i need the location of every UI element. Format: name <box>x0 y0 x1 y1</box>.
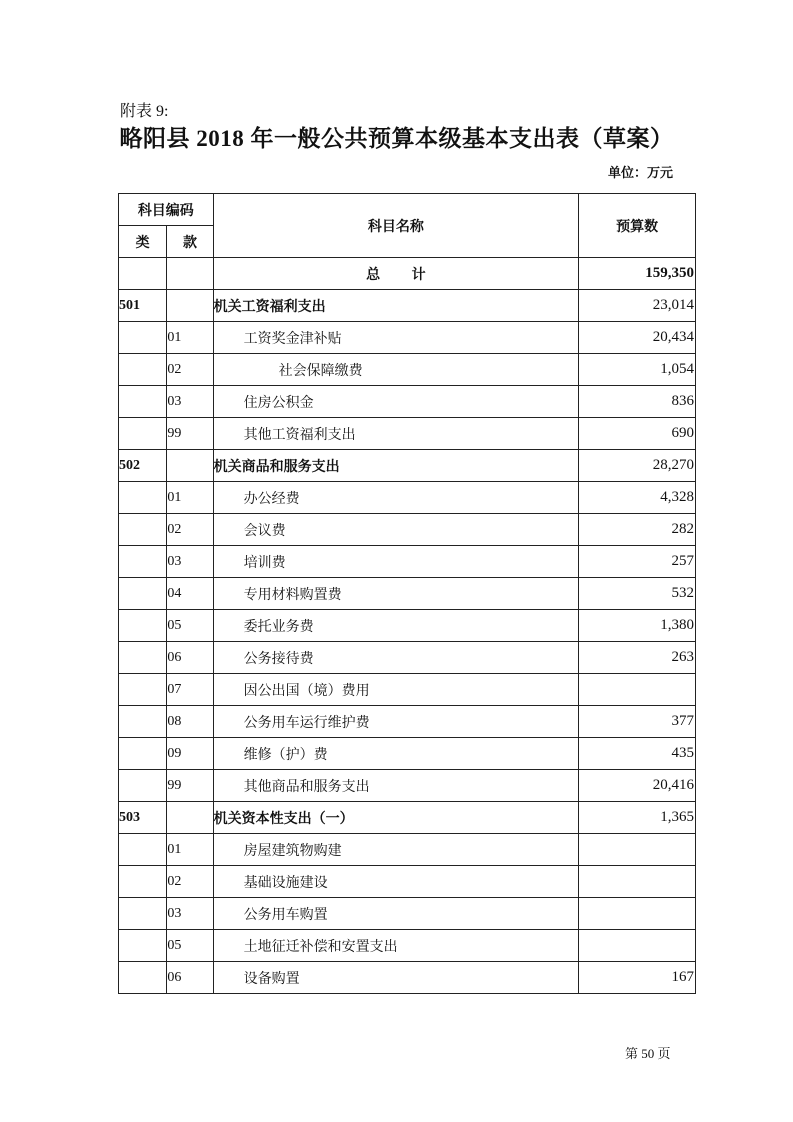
item-code: 09 <box>167 738 213 770</box>
budget-amount: 836 <box>579 386 696 418</box>
item-name: 基础设施建设 <box>213 866 579 898</box>
total-label: 总 计 <box>213 258 579 290</box>
item-code: 99 <box>167 770 213 802</box>
item-code: 07 <box>167 674 213 706</box>
class-code: 502 <box>119 450 167 482</box>
item-name: 公务用车购置 <box>213 898 579 930</box>
budget-amount: 282 <box>579 514 696 546</box>
table-row <box>119 354 696 386</box>
item-code: 02 <box>167 866 213 898</box>
class-code <box>119 738 167 770</box>
budget-amount <box>579 930 696 962</box>
class-code <box>119 770 167 802</box>
header-row <box>119 194 696 226</box>
class-code <box>119 674 167 706</box>
item-code: 08 <box>167 706 213 738</box>
item-name: 公务用车运行维护费 <box>213 706 579 738</box>
table-row <box>119 610 696 642</box>
header-name: 科目名称 <box>213 194 579 258</box>
table-row <box>119 674 696 706</box>
item-name: 住房公积金 <box>213 386 579 418</box>
class-code <box>119 482 167 514</box>
item-name: 其他工资福利支出 <box>213 418 579 450</box>
class-code: 501 <box>119 290 167 322</box>
page-title: 略阳县 2018 年一般公共预算本级基本支出表（草案） <box>119 126 674 151</box>
item-code: 99 <box>167 418 213 450</box>
item-code: 05 <box>167 610 213 642</box>
table-row <box>119 482 696 514</box>
class-code <box>119 386 167 418</box>
item-code: 02 <box>167 514 213 546</box>
table-row <box>119 834 696 866</box>
header-code-group: 科目编码 <box>119 194 214 226</box>
item-name: 社会保障缴费 <box>213 354 579 386</box>
item-code: 06 <box>167 962 213 994</box>
budget-amount: 20,416 <box>579 770 696 802</box>
table-row <box>119 866 696 898</box>
table-row <box>119 706 696 738</box>
budget-amount: 1,365 <box>579 802 696 834</box>
class-code <box>119 930 167 962</box>
item-name: 土地征迁补偿和安置支出 <box>213 930 579 962</box>
table-row <box>119 962 696 994</box>
item-code: 03 <box>167 546 213 578</box>
table-row <box>119 738 696 770</box>
class-code <box>119 834 167 866</box>
table-row <box>119 770 696 802</box>
class-code <box>119 962 167 994</box>
budget-amount <box>579 866 696 898</box>
item-name: 设备购置 <box>213 962 579 994</box>
budget-amount: 1,380 <box>579 610 696 642</box>
total-item-cell <box>167 258 213 290</box>
item-name: 工资奖金津补贴 <box>213 322 579 354</box>
item-code: 01 <box>167 482 213 514</box>
class-code <box>119 866 167 898</box>
table-row <box>119 290 696 322</box>
total-row <box>119 258 696 290</box>
table-row <box>119 930 696 962</box>
item-name: 会议费 <box>213 514 579 546</box>
table-row <box>119 514 696 546</box>
budget-amount <box>579 898 696 930</box>
table-row <box>119 578 696 610</box>
class-code <box>119 642 167 674</box>
item-name: 委托业务费 <box>213 610 579 642</box>
item-code <box>167 290 213 322</box>
budget-amount: 377 <box>579 706 696 738</box>
item-code: 03 <box>167 386 213 418</box>
class-code <box>119 514 167 546</box>
class-code <box>119 546 167 578</box>
item-name: 机关资本性支出（一） <box>213 802 579 834</box>
budget-amount <box>579 834 696 866</box>
unit-label: 单位：万元 <box>607 165 673 180</box>
table-row <box>119 322 696 354</box>
table-row <box>119 418 696 450</box>
table-row <box>119 802 696 834</box>
budget-table <box>118 193 696 994</box>
item-name: 培训费 <box>213 546 579 578</box>
item-name: 公务接待费 <box>213 642 579 674</box>
item-name: 其他商品和服务支出 <box>213 770 579 802</box>
total-amount: 159,350 <box>579 258 696 290</box>
class-code <box>119 322 167 354</box>
header-item: 款 <box>167 226 213 258</box>
class-code <box>119 898 167 930</box>
appendix-label: 附表 9: <box>120 103 169 120</box>
item-code: 01 <box>167 834 213 866</box>
item-name: 因公出国（境）费用 <box>213 674 579 706</box>
item-code: 01 <box>167 322 213 354</box>
table-row <box>119 642 696 674</box>
class-code <box>119 418 167 450</box>
class-code <box>119 578 167 610</box>
class-code <box>119 354 167 386</box>
item-name: 办公经费 <box>213 482 579 514</box>
table-row <box>119 386 696 418</box>
class-code <box>119 706 167 738</box>
item-code: 05 <box>167 930 213 962</box>
item-name: 专用材料购置费 <box>213 578 579 610</box>
item-code: 02 <box>167 354 213 386</box>
budget-amount: 257 <box>579 546 696 578</box>
budget-amount <box>579 674 696 706</box>
header-class: 类 <box>119 226 167 258</box>
table-row <box>119 898 696 930</box>
item-code: 04 <box>167 578 213 610</box>
item-code <box>167 450 213 482</box>
budget-amount: 1,054 <box>579 354 696 386</box>
budget-amount: 532 <box>579 578 696 610</box>
item-name: 机关商品和服务支出 <box>213 450 579 482</box>
table-row <box>119 450 696 482</box>
budget-amount: 4,328 <box>579 482 696 514</box>
class-code: 503 <box>119 802 167 834</box>
total-class-cell <box>119 258 167 290</box>
page-number: 第 50 页 <box>625 1046 671 1061</box>
budget-amount: 263 <box>579 642 696 674</box>
item-code: 03 <box>167 898 213 930</box>
item-code: 06 <box>167 642 213 674</box>
class-code <box>119 610 167 642</box>
budget-amount: 690 <box>579 418 696 450</box>
item-name: 维修（护）费 <box>213 738 579 770</box>
table-row <box>119 546 696 578</box>
budget-amount: 23,014 <box>579 290 696 322</box>
item-name: 房屋建筑物购建 <box>213 834 579 866</box>
budget-amount: 20,434 <box>579 322 696 354</box>
item-name: 机关工资福利支出 <box>213 290 579 322</box>
header-amount: 预算数 <box>579 194 696 258</box>
budget-amount: 167 <box>579 962 696 994</box>
budget-amount: 28,270 <box>579 450 696 482</box>
budget-amount: 435 <box>579 738 696 770</box>
item-code <box>167 802 213 834</box>
